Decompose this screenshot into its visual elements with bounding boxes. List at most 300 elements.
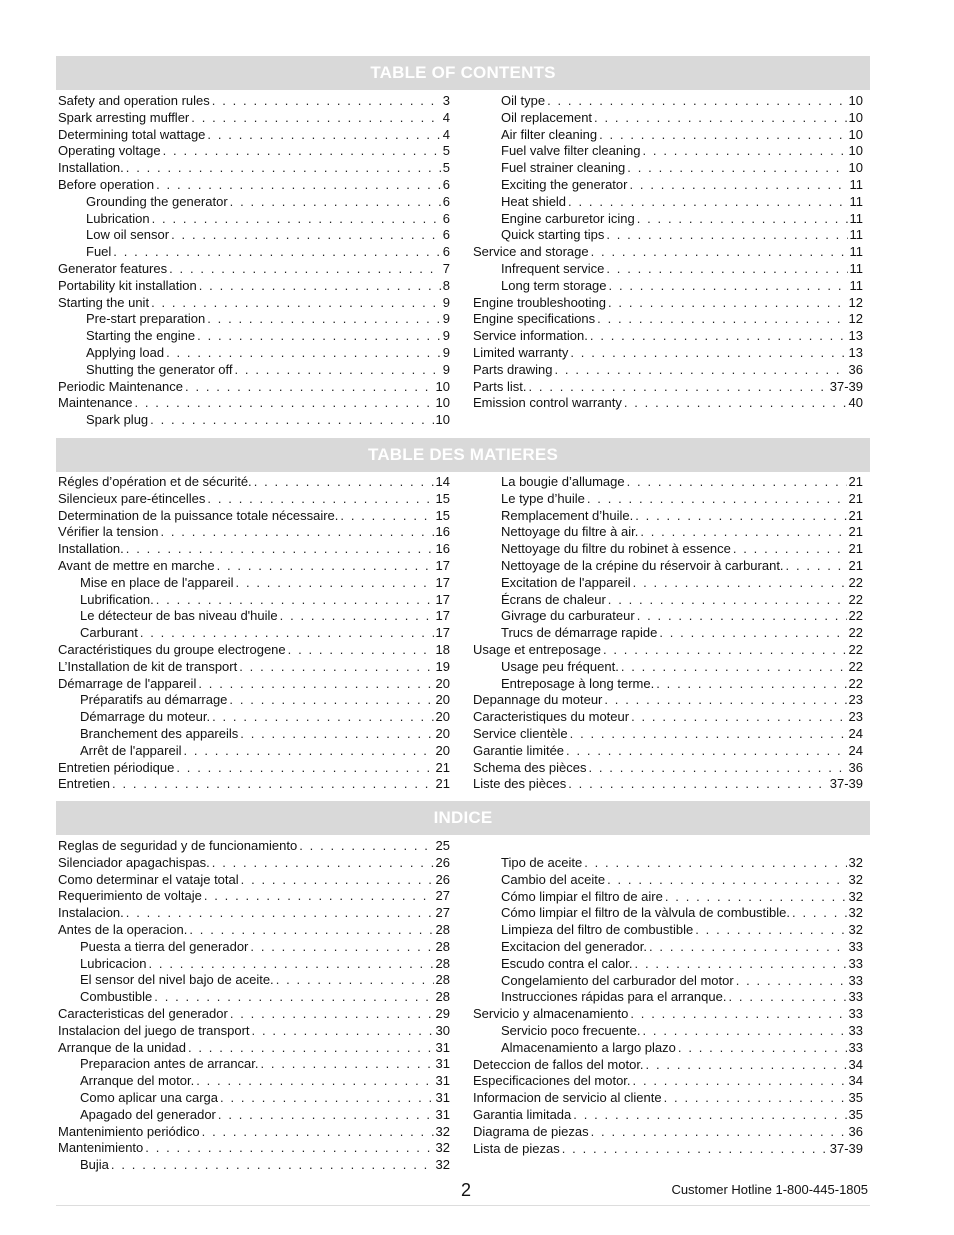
entry-page: 9 xyxy=(442,311,450,327)
dot-leader xyxy=(604,692,846,709)
toc-entry xyxy=(58,541,450,558)
toc-entry xyxy=(473,872,863,889)
toc-entry xyxy=(58,295,450,312)
entry-page: 32 xyxy=(848,888,863,904)
dot-leader xyxy=(584,855,846,872)
entry-page: 31 xyxy=(435,1039,450,1055)
dot-leader xyxy=(591,244,848,261)
entry-title: Requerimiento de voltaje xyxy=(58,888,202,904)
toc-entry xyxy=(58,143,450,160)
dot-leader xyxy=(207,127,440,144)
entry-page: 32 xyxy=(848,905,863,921)
entry-title: Before operation xyxy=(58,176,155,192)
entry-page: 28 xyxy=(435,921,450,937)
entry-title: Lista de piezas xyxy=(473,1140,560,1156)
dot-leader xyxy=(562,1141,828,1158)
toc-entry xyxy=(58,1157,450,1174)
entry-page: 27 xyxy=(435,905,450,921)
entry-title: Garantie limitée xyxy=(473,742,565,758)
toc-entry xyxy=(58,93,450,110)
entry-title: Service information. xyxy=(473,328,588,344)
toc-entry xyxy=(58,491,450,508)
entry-page: 26 xyxy=(435,871,450,887)
toc-entry xyxy=(473,311,863,328)
toc-entry xyxy=(473,1006,863,1023)
entry-title: Engine troubleshooting xyxy=(473,294,606,310)
entry-title: Informacion de servicio al cliente xyxy=(473,1090,662,1106)
dot-leader xyxy=(792,905,847,922)
entry-page: 10 xyxy=(848,93,863,108)
entry-title: Safety and operation rules xyxy=(58,93,210,108)
toc-entry xyxy=(58,692,450,709)
entry-title: Entretien périodique xyxy=(58,759,175,775)
toc-entry xyxy=(58,1006,450,1023)
toc-entry xyxy=(473,692,863,709)
toc-entry xyxy=(58,474,450,491)
entry-page: 17 xyxy=(435,625,450,641)
toc-entry xyxy=(58,709,450,726)
entry-title: Engine specifications xyxy=(473,311,596,327)
entry-page: 12 xyxy=(848,311,863,327)
entry-page: 26 xyxy=(435,854,450,870)
dot-leader xyxy=(212,709,433,726)
toc-entry xyxy=(473,776,863,793)
entry-page: 6 xyxy=(442,176,450,192)
dot-leader xyxy=(695,922,846,939)
toc-entry xyxy=(473,956,863,973)
toc-entry xyxy=(58,888,450,905)
dot-leader xyxy=(234,362,440,379)
entry-page: 6 xyxy=(442,227,450,243)
entry-title: Instalacion del juego de transport xyxy=(58,1022,250,1038)
toc-entry xyxy=(58,642,450,659)
entry-title: Deteccion de fallos del motor. xyxy=(473,1056,644,1072)
dot-leader xyxy=(637,211,848,228)
entry-title: Parts list. xyxy=(473,378,527,394)
entry-title: Nettoyage de la crépine du réservoir à carburant. xyxy=(501,557,784,573)
dot-leader xyxy=(154,989,433,1006)
dot-leader xyxy=(665,889,847,906)
entry-page: 20 xyxy=(435,709,450,725)
entry-title: Determining total wattage xyxy=(58,126,206,142)
toc-entry xyxy=(473,1141,863,1158)
toc-entry xyxy=(58,1107,450,1124)
dot-leader xyxy=(637,608,847,625)
toc-entry xyxy=(473,592,863,609)
entry-page: 9 xyxy=(442,344,450,360)
dot-leader xyxy=(621,659,847,676)
toc-entry xyxy=(58,1124,450,1141)
dot-leader xyxy=(196,1073,433,1090)
entry-title: Como determinar el vataje total xyxy=(58,871,239,887)
entry-page: 10 xyxy=(435,378,450,394)
entry-page: 21 xyxy=(848,524,863,540)
dot-leader xyxy=(649,939,847,956)
toc-entry xyxy=(58,1023,450,1040)
entry-title: Escudo contra el calor. xyxy=(501,955,633,971)
toc-entry xyxy=(58,558,450,575)
toc-entry xyxy=(473,1040,863,1057)
dot-leader xyxy=(606,227,847,244)
toc-entry xyxy=(473,575,863,592)
entry-title: Nettoyage du filtre du robinet à essence xyxy=(501,541,731,557)
dot-leader xyxy=(199,278,441,295)
entry-page: 18 xyxy=(435,641,450,657)
entry-title: Especificaciones del motor. xyxy=(473,1073,631,1089)
toc-entry xyxy=(473,1057,863,1074)
entry-title: Generator features xyxy=(58,260,168,276)
dot-leader xyxy=(166,345,441,362)
entry-title: Démarrage du moteur. xyxy=(80,709,211,725)
dot-leader xyxy=(171,227,441,244)
toc-entry xyxy=(58,127,450,144)
entry-title: Mantenimiento xyxy=(58,1140,144,1156)
entry-page: 11 xyxy=(849,210,863,226)
dot-leader xyxy=(240,726,433,743)
entry-title: Excitation de l'appareil xyxy=(501,574,631,590)
dot-leader xyxy=(126,541,434,558)
toc-entry xyxy=(58,261,450,278)
toc-entry xyxy=(58,838,450,855)
entry-title: Fuel xyxy=(86,244,112,260)
entry-page: 6 xyxy=(442,210,450,226)
dot-leader xyxy=(627,160,846,177)
toc-entry xyxy=(473,177,863,194)
entry-page: 5 xyxy=(442,160,450,176)
entry-title: Tipo de aceite xyxy=(501,855,583,870)
entry-title: Pre-start preparation xyxy=(86,311,206,327)
entry-page: 19 xyxy=(435,658,450,674)
entry-title: Oil replacement xyxy=(501,109,593,125)
entry-title: Servicio y almacenamiento xyxy=(473,1006,629,1022)
dot-leader xyxy=(156,592,434,609)
entry-title: Spark arresting muffler xyxy=(58,109,190,125)
toc-entry xyxy=(473,1124,863,1141)
entry-page: 20 xyxy=(435,725,450,741)
toc-entry xyxy=(58,278,450,295)
toc-entry xyxy=(473,608,863,625)
entry-page: 21 xyxy=(848,557,863,573)
toc-entry xyxy=(58,872,450,889)
dot-leader xyxy=(236,575,434,592)
entry-page: 11 xyxy=(849,227,863,243)
entry-page: 35 xyxy=(848,1090,863,1106)
toc-entry xyxy=(473,939,863,956)
toc-entry xyxy=(58,244,450,261)
entry-title: Low oil sensor xyxy=(86,227,170,243)
dot-leader xyxy=(603,642,847,659)
entry-title: Starting the engine xyxy=(86,328,196,344)
entry-page: 31 xyxy=(435,1056,450,1072)
entry-title: Portability kit installation xyxy=(58,277,197,293)
entry-page: 10 xyxy=(848,143,863,159)
dot-leader xyxy=(126,905,434,922)
toc-entry xyxy=(473,973,863,990)
toc-entry xyxy=(58,743,450,760)
entry-page: 20 xyxy=(435,675,450,691)
entry-title: Parts drawing xyxy=(473,361,553,377)
entry-title: Engine carburetor icing xyxy=(501,210,635,226)
entry-title: Lubricacion xyxy=(80,955,147,971)
entry-page: 37-39 xyxy=(829,776,863,792)
toc-entry xyxy=(58,676,450,693)
entry-page: 6 xyxy=(442,193,450,209)
toc-entry xyxy=(58,362,450,379)
toc-banner: TABLE OF CONTENTS xyxy=(56,56,870,90)
entry-title: Cambio del aceite xyxy=(501,871,606,887)
dot-leader xyxy=(607,872,846,889)
toc-entry xyxy=(58,524,450,541)
toc-entry xyxy=(58,211,450,228)
entry-page: 9 xyxy=(442,328,450,344)
toc-entry xyxy=(58,922,450,939)
toc-entry xyxy=(58,726,450,743)
toc-entry xyxy=(473,160,863,177)
entry-page: 15 xyxy=(435,507,450,523)
toc-entry xyxy=(473,362,863,379)
toc-entry xyxy=(473,989,863,1006)
entry-page: 35 xyxy=(848,1106,863,1122)
entry-page: 28 xyxy=(435,938,450,954)
dot-leader xyxy=(528,379,827,396)
entry-page: 14 xyxy=(435,474,450,489)
dot-leader xyxy=(276,972,434,989)
entry-title: Mantenimiento periódico xyxy=(58,1123,200,1139)
entry-title: Puesta a tierra del generador xyxy=(80,938,249,954)
dot-leader xyxy=(230,1006,434,1023)
toc-entry xyxy=(473,625,863,642)
dot-leader xyxy=(631,709,846,726)
dot-leader xyxy=(241,872,434,889)
entry-title: Servicio poco frecuente. xyxy=(501,1022,641,1038)
toc-entry xyxy=(473,676,863,693)
toc-entry xyxy=(473,855,863,872)
entry-page: 17 xyxy=(435,608,450,624)
entry-title: Emission control warranty xyxy=(473,395,622,411)
entry-title: Shutting the generator off xyxy=(86,361,233,377)
entry-page: 4 xyxy=(442,109,450,125)
entry-title: Écrans de chaleur xyxy=(501,591,606,607)
entry-page: 11 xyxy=(849,176,863,192)
entry-page: 32 xyxy=(848,922,863,938)
dot-leader xyxy=(656,676,846,693)
entry-title: Preparacion antes de arrancar. xyxy=(80,1056,259,1072)
toc-entry xyxy=(58,989,450,1006)
entry-page: 17 xyxy=(435,557,450,573)
toc-entry xyxy=(473,889,863,906)
toc-entry xyxy=(58,412,450,429)
dot-leader xyxy=(609,278,848,295)
dot-leader xyxy=(220,1090,434,1107)
toc-entry xyxy=(473,541,863,558)
toc-entry xyxy=(58,905,450,922)
entry-title: Lubrication xyxy=(86,210,150,226)
dot-leader xyxy=(212,855,434,872)
entry-page: 9 xyxy=(442,361,450,377)
entry-page: 33 xyxy=(848,955,863,971)
entry-title: Vérifier la tension xyxy=(58,524,159,540)
toc-entry xyxy=(58,939,450,956)
toc-entry xyxy=(58,659,450,676)
toc-entry xyxy=(58,177,450,194)
toc-entry xyxy=(473,743,863,760)
entry-title: Determination de la puissance totale nécessaire. xyxy=(58,507,339,523)
entry-title: Spark plug xyxy=(86,412,149,428)
dot-leader xyxy=(207,491,433,508)
entry-page: 24 xyxy=(848,725,863,741)
toc-entry xyxy=(473,261,863,278)
entry-title: Instrucciones rápidas para el arranque. xyxy=(501,989,727,1005)
toc-entry xyxy=(473,1107,863,1124)
dot-leader xyxy=(635,508,846,525)
toc-entry xyxy=(58,575,450,592)
entry-title: Starting the unit xyxy=(58,294,150,310)
toc-entry xyxy=(58,1040,450,1057)
entry-page: 6 xyxy=(442,244,450,260)
toc-entry xyxy=(58,227,450,244)
dot-leader xyxy=(568,194,847,211)
dot-leader xyxy=(608,295,847,312)
dot-leader xyxy=(163,143,441,160)
entry-title: El sensor del nivel bajo de aceite. xyxy=(80,972,274,988)
toc-entry xyxy=(58,1073,450,1090)
entry-page: 21 xyxy=(435,759,450,775)
dot-leader xyxy=(630,1006,846,1023)
toc-entry xyxy=(473,379,863,396)
dot-leader xyxy=(640,524,846,541)
dot-leader xyxy=(591,1124,847,1141)
entry-page: 24 xyxy=(848,742,863,758)
tdm-right-column xyxy=(473,474,863,793)
indice-left-column xyxy=(58,838,450,1174)
tdm-left-column xyxy=(58,474,450,793)
entry-page: 10 xyxy=(848,109,863,125)
entry-title: Cómo limpiar el filtro de aire xyxy=(501,888,663,904)
indice-right-column xyxy=(473,855,863,1157)
dot-leader xyxy=(570,726,847,743)
entry-title: Caractéristiques du groupe electrogene xyxy=(58,641,286,657)
entry-page: 22 xyxy=(848,658,863,674)
entry-page: 17 xyxy=(435,574,450,590)
entry-title: Liste des pièces xyxy=(473,776,567,792)
dot-leader xyxy=(176,760,433,777)
entry-page: 3 xyxy=(442,93,450,108)
page-number: 2 xyxy=(461,1180,472,1200)
dot-leader xyxy=(633,1073,847,1090)
toc-left-column xyxy=(58,93,450,429)
dot-leader xyxy=(608,592,847,609)
dot-leader xyxy=(642,143,846,160)
toc-entry xyxy=(473,1023,863,1040)
entry-title: Entreposage à long terme. xyxy=(501,675,655,691)
entry-page: 16 xyxy=(435,541,450,557)
indice-banner: INDICE xyxy=(56,801,870,835)
toc-entry xyxy=(473,345,863,362)
entry-page: 33 xyxy=(848,1039,863,1055)
entry-title: Givrage du carburateur xyxy=(501,608,635,624)
dot-leader xyxy=(627,474,847,491)
dot-leader xyxy=(340,508,433,525)
entry-page: 40 xyxy=(848,395,863,411)
toc-entry xyxy=(473,659,863,676)
dot-leader xyxy=(280,608,434,625)
dot-leader xyxy=(113,244,440,261)
entry-page: 8 xyxy=(442,277,450,293)
entry-title: Oil type xyxy=(501,93,546,108)
entry-page: 33 xyxy=(848,1006,863,1022)
entry-page: 25 xyxy=(435,838,450,853)
dot-leader xyxy=(633,575,847,592)
entry-page: 37-39 xyxy=(829,378,863,394)
dot-leader xyxy=(599,127,846,144)
entry-page: 12 xyxy=(848,294,863,310)
dot-leader xyxy=(733,541,847,558)
entry-title: Schema des pièces xyxy=(473,759,587,775)
entry-page: 15 xyxy=(435,490,450,506)
entry-title: Instalacion. xyxy=(58,905,124,921)
dot-leader xyxy=(261,1056,434,1073)
entry-page: 20 xyxy=(435,742,450,758)
entry-title: Excitacion del generador. xyxy=(501,938,647,954)
tdm-banner: TABLE DES MATIERES xyxy=(56,438,870,472)
toc-entry xyxy=(58,608,450,625)
entry-title: Silenciador apagachispas. xyxy=(58,854,210,870)
toc-entry xyxy=(58,379,450,396)
entry-page: 10 xyxy=(435,412,450,428)
entry-title: Air filter cleaning xyxy=(501,126,598,142)
entry-title: Como aplicar una carga xyxy=(80,1089,219,1105)
dot-leader xyxy=(126,160,441,177)
entry-title: L’Installation de kit de transport xyxy=(58,658,238,674)
entry-title: Limpieza del filtro de combustible xyxy=(501,922,694,938)
dot-leader xyxy=(149,956,434,973)
entry-title: Avant de mettre en marche xyxy=(58,557,215,573)
dot-leader xyxy=(207,311,441,328)
toc-entry xyxy=(58,760,450,777)
toc-entry xyxy=(58,345,450,362)
dot-leader xyxy=(288,642,434,659)
dot-leader xyxy=(204,888,434,905)
entry-page: 11 xyxy=(849,193,863,209)
dot-leader xyxy=(590,328,847,345)
entry-title: Caracteristicas del generador xyxy=(58,1005,228,1021)
entry-title: Régles d’opération et de sécurité. xyxy=(58,474,252,489)
entry-title: Arranque del motor. xyxy=(80,1073,195,1089)
entry-title: Le détecteur de bas niveau d'huile xyxy=(80,608,278,624)
entry-page: 22 xyxy=(848,641,863,657)
entry-title: Depannage du moteur xyxy=(473,692,603,708)
entry-title: Maintenance xyxy=(58,395,133,411)
entry-page: 20 xyxy=(435,692,450,708)
dot-leader xyxy=(566,743,846,760)
entry-title: Cómo limpiar el filtro de la vàlvula de combustible. xyxy=(501,905,791,921)
entry-page: 32 xyxy=(435,1123,450,1139)
entry-page: 4 xyxy=(442,126,450,142)
footer-divider xyxy=(56,1205,870,1206)
entry-page: 21 xyxy=(848,474,863,489)
entry-page: 34 xyxy=(848,1073,863,1089)
entry-title: Long term storage xyxy=(501,277,607,293)
entry-page: 21 xyxy=(848,541,863,557)
entry-page: 21 xyxy=(848,507,863,523)
dot-leader xyxy=(152,211,441,228)
entry-page: 22 xyxy=(848,608,863,624)
entry-page: 33 xyxy=(848,938,863,954)
entry-title: Garantia limitada xyxy=(473,1106,572,1122)
entry-page: 22 xyxy=(848,574,863,590)
dot-leader xyxy=(212,93,441,110)
dot-leader xyxy=(570,345,846,362)
